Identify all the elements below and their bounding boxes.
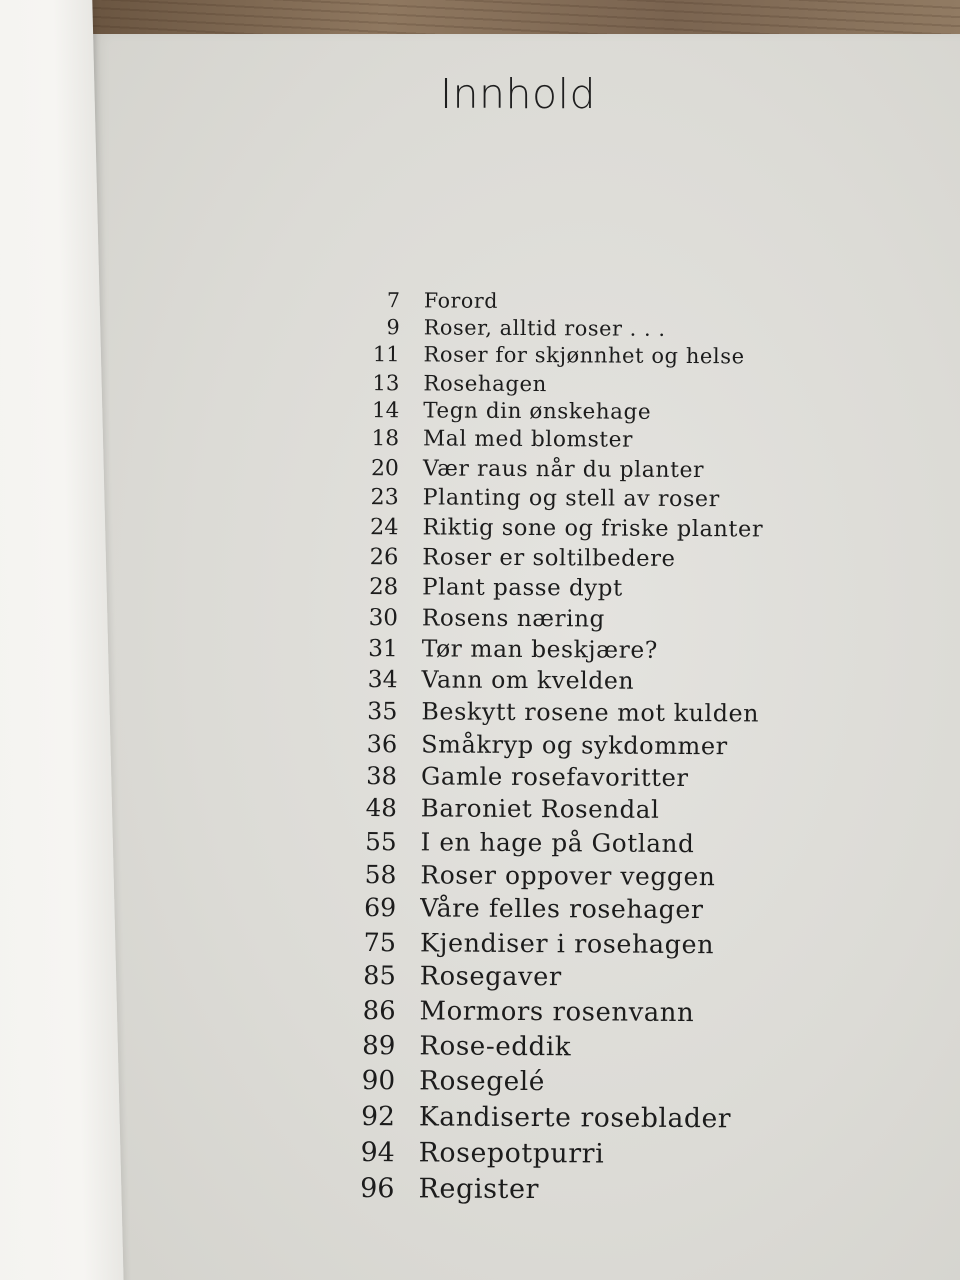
toc-entry bbox=[359, 397, 764, 428]
toc-chapter-title: Kjendiser i rosehagen bbox=[419, 927, 715, 960]
toc-page-number: 30 bbox=[368, 604, 399, 631]
toc-chapter-title: Kandiserte roseblader bbox=[418, 1101, 732, 1135]
page-title: Innhold bbox=[439, 70, 597, 118]
toc-page-number: 36 bbox=[366, 729, 398, 758]
toc-page-number: 85 bbox=[363, 961, 396, 992]
toc-entry bbox=[358, 542, 763, 575]
toc-entry bbox=[357, 792, 762, 827]
toc-chapter-title: Plant passe dypt bbox=[422, 574, 623, 602]
toc-page-number: 75 bbox=[363, 927, 397, 958]
toc-entry bbox=[355, 1064, 760, 1102]
toc-page-number: 9 bbox=[386, 315, 400, 340]
toc-page-number: 14 bbox=[371, 398, 400, 424]
toc-chapter-title: Tegn din ønskehage bbox=[423, 398, 652, 425]
toc-chapter-title: Roser, alltid roser . . . bbox=[423, 315, 666, 341]
toc-page-number: 86 bbox=[362, 995, 396, 1027]
toc-entry bbox=[356, 925, 761, 962]
toc-page-number: 35 bbox=[367, 696, 398, 726]
toc-page-number: 69 bbox=[364, 893, 397, 923]
toc-chapter-title: Roser er soltilbedere bbox=[422, 544, 676, 573]
toc-chapter-title: Beskytt rosene mot kulden bbox=[421, 697, 760, 728]
toc-entry bbox=[358, 664, 763, 698]
toc-chapter-title: I en hage på Gotland bbox=[420, 827, 695, 858]
toc-chapter-title: Vann om kvelden bbox=[421, 665, 635, 696]
toc-chapter-title: Rosepotpurri bbox=[418, 1137, 605, 1170]
toc-entry bbox=[359, 483, 764, 515]
toc-chapter-title: Småkryp og sykdommer bbox=[421, 730, 728, 760]
toc-chapter-title: Riktig sone og friske planter bbox=[422, 513, 764, 542]
toc-page-number: 20 bbox=[370, 456, 399, 482]
toc-page-number: 90 bbox=[361, 1065, 396, 1097]
toc-page-number: 48 bbox=[365, 793, 397, 823]
toc-page-number: 55 bbox=[365, 826, 397, 857]
toc-page-number: 23 bbox=[370, 484, 399, 511]
toc-page-number: 58 bbox=[364, 860, 397, 890]
toc-entry bbox=[355, 1135, 760, 1174]
toc-page-number: 34 bbox=[367, 665, 398, 694]
toc-entry bbox=[355, 994, 760, 1031]
toc-chapter-title: Vær raus når du planter bbox=[422, 456, 705, 484]
toc-chapter-title: Rosehagen bbox=[423, 370, 548, 397]
toc-chapter-title: Planting og stell av roser bbox=[422, 484, 720, 513]
toc-entry bbox=[359, 341, 764, 371]
toc-chapter-title: Register bbox=[418, 1173, 540, 1206]
toc-chapter-title: Mal med blomster bbox=[422, 426, 634, 454]
toc-chapter-title: Forord bbox=[423, 288, 499, 313]
toc-entry bbox=[358, 513, 763, 545]
toc-entry bbox=[359, 369, 764, 399]
toc-entry bbox=[356, 891, 761, 927]
toc-page-number: 18 bbox=[371, 426, 400, 452]
toc-chapter-title: Roser oppover veggen bbox=[420, 860, 716, 892]
toc-entry bbox=[355, 1029, 760, 1067]
toc-page-number: 94 bbox=[360, 1137, 395, 1169]
toc-entry bbox=[359, 454, 764, 486]
toc-chapter-title: Mormors rosenvann bbox=[419, 996, 695, 1028]
toc-chapter-title: Rose-eddik bbox=[419, 1031, 572, 1062]
toc-entry bbox=[357, 825, 762, 861]
toc-page-number: 92 bbox=[361, 1101, 396, 1133]
toc-chapter-title: Roser for skjønnhet og helse bbox=[423, 342, 745, 369]
toc-page-number: 38 bbox=[366, 761, 398, 790]
toc-entry bbox=[356, 959, 761, 996]
toc-entry bbox=[356, 858, 761, 894]
toc-entry bbox=[355, 1099, 760, 1137]
toc-page-number: 24 bbox=[370, 513, 399, 540]
table-of-contents bbox=[354, 287, 764, 1210]
toc-entry bbox=[354, 1171, 759, 1210]
toc-page-number: 26 bbox=[369, 544, 399, 571]
toc-page-number: 13 bbox=[372, 370, 400, 396]
toc-entry bbox=[358, 603, 763, 636]
toc-chapter-title: Tør man beskjære? bbox=[421, 635, 658, 665]
toc-chapter-title: Våre felles rosehager bbox=[420, 893, 704, 925]
toc-entry bbox=[357, 728, 762, 763]
toc-page-number: 89 bbox=[362, 1030, 396, 1061]
toc-entry bbox=[359, 425, 764, 456]
toc-chapter-title: Gamle rosefavoritter bbox=[420, 762, 689, 792]
toc-page-number: 28 bbox=[369, 574, 399, 601]
toc-page-number: 31 bbox=[368, 635, 398, 663]
toc-chapter-title: Rosegaver bbox=[419, 961, 562, 993]
toc-entry bbox=[358, 572, 763, 605]
toc-page-number: 96 bbox=[360, 1173, 395, 1205]
toc-entry bbox=[357, 696, 762, 730]
toc-entry bbox=[357, 760, 762, 795]
toc-chapter-title: Rosegelé bbox=[419, 1066, 546, 1097]
toc-page-number: 11 bbox=[372, 342, 400, 367]
toc-chapter-title: Baroniet Rosendal bbox=[420, 793, 660, 824]
toc-entry bbox=[360, 287, 765, 316]
toc-entry bbox=[358, 633, 763, 667]
toc-entry bbox=[360, 314, 765, 344]
toc-chapter-title: Rosens næring bbox=[421, 605, 606, 633]
toc-page-number: 7 bbox=[386, 288, 400, 313]
